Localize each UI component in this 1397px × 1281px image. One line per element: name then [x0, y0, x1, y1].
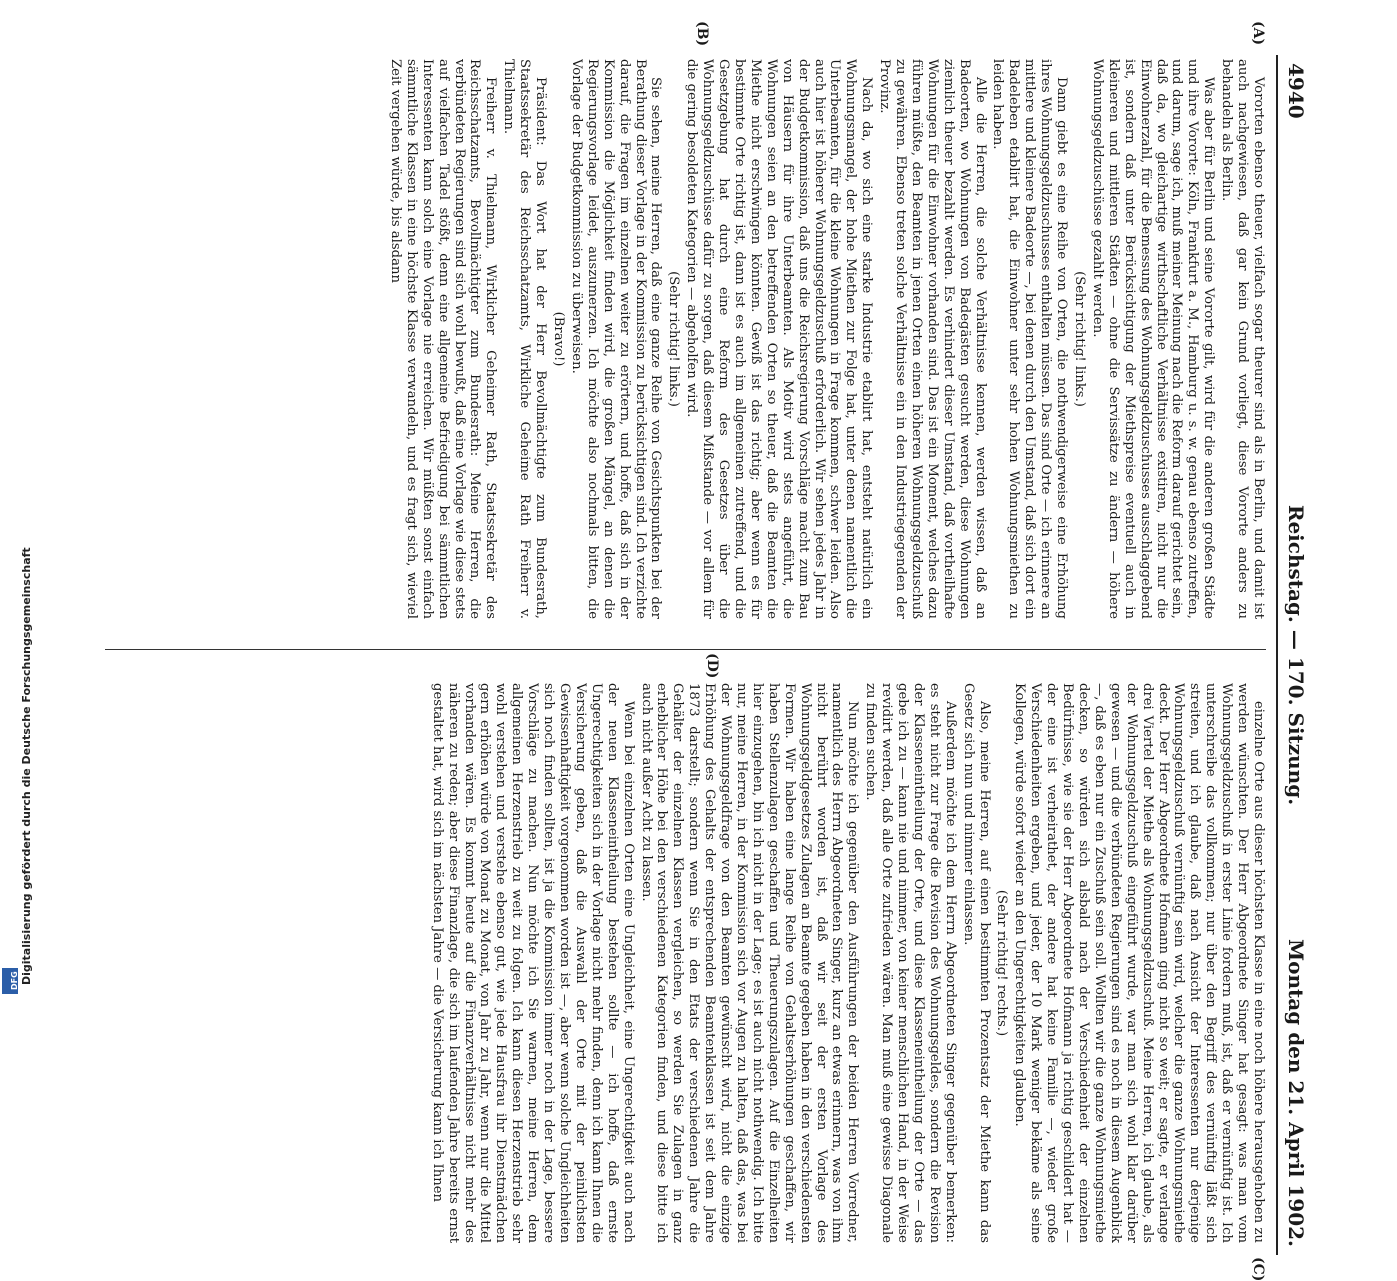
dfg-credit-line	[2, 0, 33, 1000]
paragraph: Nach da, wo sich eine starke Industrie etablirt hat, entsteht natürlich ein Wohnungsmangel, der hohe Miethen zur Folge hat, unter denen namentlich die Unterbeamten, für die kleine Wohnungen in Frage kommen, schwer leiden. Also auch hier ist höherer Wohnungsgeldzuschuß erforderlich. Wir sehen jedes Jahr in der Budgetkommission, daß uns die Reichsregierung Vorschläge macht zum Bau von Häusern für ihre Unterbeamten. Als Motiv wird stets angeführt, die Wohnungen seien an den betreffenden Orten so theuer, daß die Beamten die Miethe nicht erschwingen könnten. Gewiß ist das richtig; aber wenn es für bestimmte Orte richtig ist, dann ist es auch im allgemeinen zutreffend, und die Gesetzgebung hat durch eine Reform des Gesetzes über die Wohnungsgeldzuschüsse dafür zu sorgen, daß diesem Mißstande — vor allem für die gering besoldeten Kategorien — abgeholfen wird.	[684, 59, 875, 619]
right-column	[105, 683, 1266, 1243]
paragraph: Außerdem möchte ich dem Herrn Abgeordneten Singer gegenüber bemerken: es steht nicht zur Frage die Revision des Wohnungsgeldes, sondern die Revision der Klasseneintheilung der Orte, und diese Klasseneintheilung der Orte — das gebe ich zu — kann nie und nimmer, von keiner menschlichen Hand, in der Weise revidirt werden, daß alle Orte zufrieden wären. Man muß eine gewisse Diagonale zu finden suchen.	[863, 683, 958, 1243]
paragraph: Dann giebt es eine Reihe von Orten, die nothwendigerweise eine Erhöhung ihres Wohnungsgeldzuschusses enthalten müssen. Das sind Orte — ich erinnere an mittlere und kleinere Badeorte —, bei denen durch den Umstand, daß sich dort ein Badeleben etablirt hat, die Einwohner unter sehr hohen Wohnungsmiethen zu leiden haben.	[990, 59, 1070, 619]
margin-marker-d: (D)	[704, 653, 720, 679]
paragraph: Präsident: Das Wort hat der Herr Bevollmächtigte zum Bundesrath, Staatssekretär des Reichsschatzamts, Wirkliche Geheime Rath Freiherr v. Thielmann.	[501, 59, 549, 619]
session-title: Reichstag. — 170. Sitzung.	[1284, 504, 1308, 806]
session-date: Montag den 21. April 1902.	[1284, 939, 1308, 1247]
paragraph: Also, meine Herren, auf einen bestimmten Prozentsatz der Miethe kann das Gesetz sich nun und nimmer einlassen.	[960, 683, 992, 1243]
margin-marker-a: (A)	[1250, 21, 1266, 46]
left-column	[105, 59, 1266, 619]
paragraph: Alle die Herren, die solche Verhältnisse kennen, werden wissen, daß an Badeorten, wo Wohnungen von Badegästen gesucht werden, diese Wohnungen ziemlich theuer bezahlt werden. Es verhindert dieser Umstand, daß vortheilhafte Wohnungen für die Einwohner vorhanden sind. Das ist ein Moment, welches dazu führen müßte, den Beamten in jenen Orten einen höheren Wohnungsgeldzuschuß zu gewähren. Ebenso treten solche Verhältnisse ein in den Industriegegenden der Provinz.	[877, 59, 988, 619]
paragraph: Vororten ebenso theuer, vielfach sogar theurer sind als in Berlin, und damit ist auch nachgewiesen, daß gar kein Grund vorliegt, diese Vororte anders zu behandeln als Berlin.	[1219, 59, 1266, 619]
page-number: 4940	[1284, 63, 1308, 119]
page-header	[1276, 55, 1310, 1255]
credit-text: Digitalisierung gefördert durch die Deutsche Forschungsgemeinschaft	[20, 547, 33, 985]
paragraph: Wenn bei einzelnen Orten eine Ungleichheit, eine Ungerechtigkeit auch nach der neuen Klasseneintheilung bestehen sollte — ich hoffe, daß ernste Ungerechtigkeiten sich in der Vorlage nicht mehr finden, denn ich kann Ihnen die Versicherung geben, daß die Auswahl der Orte mit der peinlichsten Gewissenhaftigkeit vorgenommen worden ist —, aber wenn solche Ungleichheiten sich noch finden sollten, ist ja die Kommission immer noch in der Lage, bessere Vorschläge zu machen. Nun möchte ich Sie warnen, meine Herren, dem allgemeinen Herzenstrieb zu weit zu folgen. Ich kann diesen Herzenstrieb sehr wohl verstehen und verstehe ebenso gut, wie jede Hausfrau ihr Dienstmädchen gern erhöhen würde von Monat zu Monat, von Jahr zu Jahr, wenn nur die Mittel vorhanden wären. Es kommt heute auf die Finanzverhältnisse nicht mehr des näheren zu reden; aber diese Finanzlage, die sich im laufenden Jahre bereits ernst gestaltet hat, wird sich im nächsten Jahre — die Versicherung kann ich Ihnen	[429, 683, 636, 1243]
column-divider	[105, 649, 1266, 650]
margin-marker-b: (B)	[694, 21, 710, 47]
margin-marker-c: (C)	[1250, 1257, 1266, 1281]
dfg-logo-icon: DFG	[2, 968, 18, 994]
newspaper-page	[95, 21, 1310, 1281]
interjection: (Bravo!)	[551, 311, 567, 367]
interjection: (Sehr richtig! rechts.)	[994, 889, 1010, 1037]
paragraph: Sie sehen, meine Herren, daß eine ganze Reihe von Gesichtspunkten bei der Berathung dieser Vorlage in der Kommission zu berücksichtigen sind. Ich verzichte darauf, die Fragen im einzelnen weiter zu erörtern, und hoffe, daß sich in der Kommission die Möglichkeit finden wird, die großen Mängel, an denen die Regierungsvorlage leidet, auszumerzen. Ich möchte also nochmals bitten, die Vorlage der Budgetkommission zu überweisen.	[568, 59, 664, 619]
paragraph: Freiherr v. Thielmann, Wirklicher Geheimer Rath, Staatssekretär des Reichsschatzamts, Bevollmächtigter zum Bundesrath: Meine Herren, die verbündeten Regierungen sind sich wohl bewußt, daß eine Vorlage wie diese stets auf vielfachen Tadel stößt, denn eine allgemeine Befriedigung bei sämmtlichen Interessenten kann solch eine Vorlage nie erreichen. Wir müßten sonst einfach sämmtliche Klassen in eine höchste Klasse verwandeln, und es fragt sich, wieviel Zeit vergehen würde, bis alsdann	[387, 59, 499, 619]
interjection: (Sehr richtig! links.)	[1072, 271, 1088, 407]
paragraph: einzelne Orte aus dieser höchsten Klasse in eine noch höhere herausgehoben zu werden wünschten. Der Herr Abgeordnete Singer hat gesagt: was man vom Wohnungsgeldzuschuß in erster Linie fordern muß, ist, daß er vernünftig ist. Ich unterschreibe das vollkommen; nur über den Begriff des vernünftig läßt sich streiten, und ich glaube, daß nach Ansicht der Interessenten nur derjenige Wohnungsgeldzuschuß vernünftig sein wird, welcher die ganze Wohnungsmiethe deckt. Der Herr Abgeordnete Hofmann ging nicht so weit; er sagte, er verlange drei Viertel der Miethe als Wohnungsgeldzuschuß. Meine Herren, ich glaube, als der Wohnungsgeldzuschuß eingeführt wurde, war man sich wohl klar darüber gewesen — und die verbündeten Regierungen sind es noch in diesem Augenblick —, daß es eben nur ein Zuschuß sein soll. Wollten wir die ganze Wohnungsmiethe decken, so würden sich alsbald nach der Verschiedenheit der einzelnen Bedürfnisse, wie sie der Herr Abgeordnete Hofmann ja richtig geschildert hat — der eine ist verheirathet, der andere hat keine Familie —, wieder große Verschiedenheiten ergeben, und jeder, der 10 Mark weniger bekäme als seine Kollegen, würde sofort wieder an den Ungerechtigkeiten glauben.	[1012, 683, 1266, 1243]
paragraph: Nun möchte ich gegenüber den Ausführungen der beiden Herren Vorredner, namentlich des Herrn Abgeordneten Singer, kurz an etwas erinnern, was von ihm nicht berührt worden ist, daß wir seit der ersten Vorlage des Wohnungsgeldgesetzes Zulagen an Beamte gegeben haben in den verschiedensten Formen. Wir haben eine lange Reihe von Gehaltserhöhungen geschaffen, wir haben Stellenzulagen geschaffen und Theuerungszulagen. Auf die Einzelheiten hier einzugehen, bin ich nicht in der Lage; es ist auch nicht nothwendig. Ich bitte nur, meine Herren, in der Kommission sich vor Augen zu halten, daß das, was bei der Wohnungsgeldfrage von den Beamten gewünscht wird, nicht die einzige Erhöhung des Gehalts der entsprechenden Beamtenklassen ist seit dem Jahre 1873 darstellt; sondern wenn Sie in den Etats der verschiedenen Jahre die Gehälter der einzelnen Klassen vergleichen, so werden Sie Zulagen in ganz erheblicher Höhe bei den verschiedenen Kategorien finden, und diese bitte ich auch nicht außer Acht zu lassen.	[638, 683, 861, 1243]
paragraph: Was aber für Berlin und seine Vororte gilt, wird für die anderen großen Städte und ihre Vororte: Köln, Frankfurt a. M., Hamburg u. s. w. genau ebenso zutreffen, und darum, sage ich, muß meiner Meinung nach die Reform darauf gerichtet sein, daß da, wo gleichartige wirthschaftliche Verhältnisse existiren, nicht nur die Einwohnerzahl, für die Bemessung des Wohnungsgeldzuschusses ausschlaggebend ist, sondern daß unter Berücksichtigung der Miethspreise eventuell auch in kleineren und mittleren Städten — ohne die Servissätze zu ändern — höhere Wohnungsgeldzuschüsse gezahlt werden.	[1089, 59, 1217, 619]
interjection: (Sehr richtig! links.)	[666, 271, 682, 407]
